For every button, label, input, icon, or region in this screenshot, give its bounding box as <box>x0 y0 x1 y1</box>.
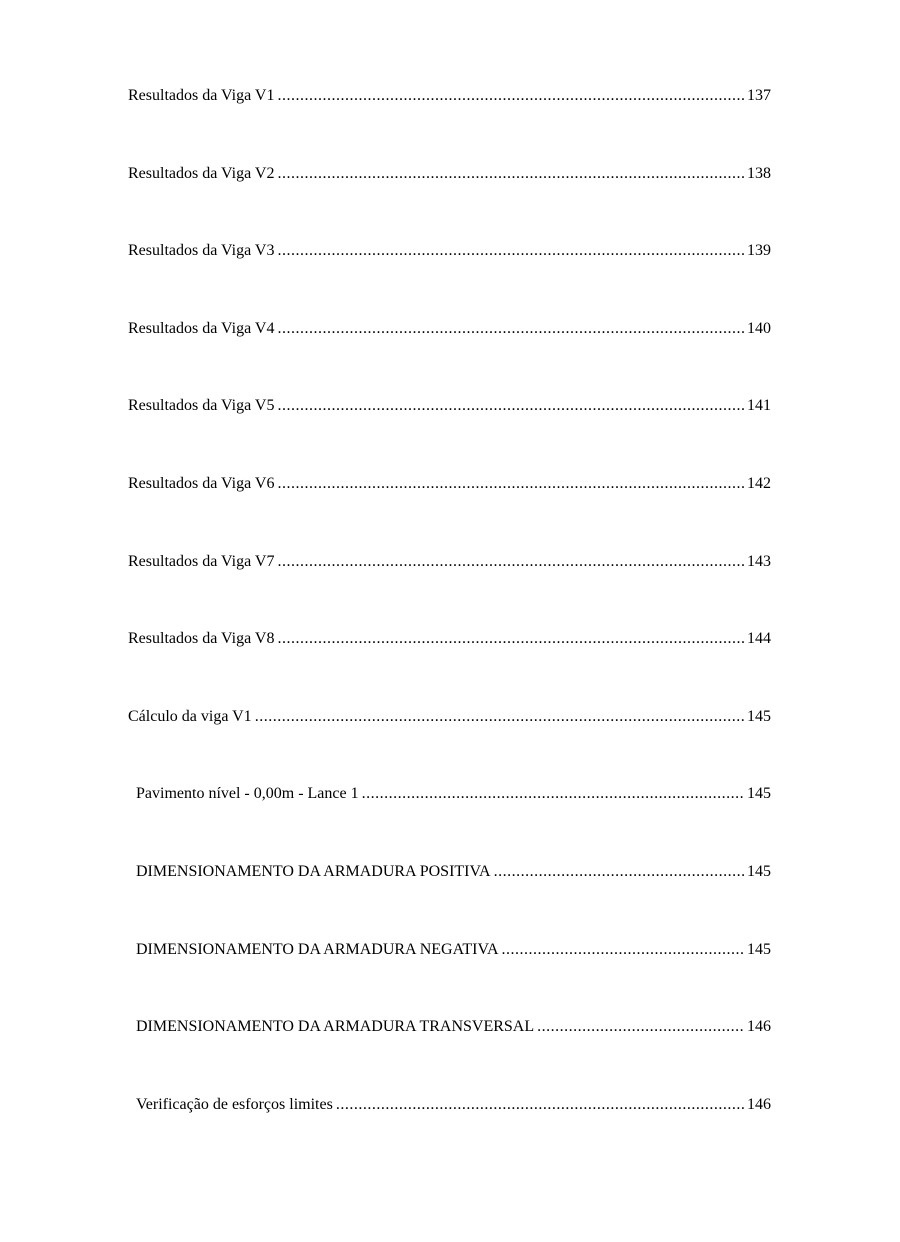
dot-leader <box>277 472 745 496</box>
toc-subentry[interactable] <box>128 860 771 938</box>
toc-entry-title: Pavimento nível - 0,00m - Lance 1 <box>136 785 359 803</box>
dot-leader <box>277 239 745 263</box>
toc-entry-page: 145 <box>747 940 771 958</box>
toc-entry-page: 144 <box>747 630 771 648</box>
toc-entry[interactable] <box>128 472 771 550</box>
toc-entry[interactable] <box>128 239 771 317</box>
toc-entry-title: Resultados da Viga V7 <box>128 552 275 570</box>
dot-leader <box>362 782 745 806</box>
toc-entry[interactable] <box>128 317 771 395</box>
toc-subentry[interactable] <box>128 782 771 860</box>
dot-leader <box>255 705 745 729</box>
toc-entry-title: Cálculo da viga V1 <box>128 707 252 725</box>
toc-entry-page: 140 <box>747 319 771 337</box>
toc-entry-title: DIMENSIONAMENTO DA ARMADURA POSITIVA <box>136 862 491 880</box>
dot-leader <box>277 394 745 418</box>
toc-entry-title: Resultados da Viga V6 <box>128 474 275 492</box>
toc-entry-title: DIMENSIONAMENTO DA ARMADURA TRANSVERSAL <box>136 1018 535 1036</box>
toc-entry[interactable] <box>128 705 771 783</box>
dot-leader <box>336 1093 745 1117</box>
toc-entry-page: 143 <box>747 552 771 570</box>
toc-entry-title: Resultados da Viga V5 <box>128 397 275 415</box>
toc-entry[interactable] <box>128 162 771 240</box>
toc-entry-page: 138 <box>747 164 771 182</box>
dot-leader <box>277 550 745 574</box>
dot-leader <box>277 84 745 108</box>
toc-entry-title: Resultados da Viga V8 <box>128 630 275 648</box>
toc-entry-page: 142 <box>747 474 771 492</box>
dot-leader <box>494 860 745 884</box>
toc-entry-page: 141 <box>747 397 771 415</box>
dot-leader <box>277 627 745 651</box>
toc-entry-title: Verificação de esforços limites <box>136 1095 333 1113</box>
toc-entry-title: Resultados da Viga V2 <box>128 164 275 182</box>
toc-entry[interactable] <box>128 394 771 472</box>
toc-subentry[interactable] <box>128 938 771 1016</box>
toc-entry-page: 145 <box>747 707 771 725</box>
toc-entry-title: Resultados da Viga V1 <box>128 87 275 104</box>
toc-entry[interactable] <box>128 84 771 162</box>
toc-entry[interactable] <box>128 550 771 628</box>
dot-leader <box>537 1015 745 1039</box>
dot-leader <box>277 162 745 186</box>
toc-entry-page: 145 <box>747 862 771 880</box>
toc-entry[interactable] <box>128 627 771 705</box>
toc-entry-page: 146 <box>747 1095 771 1113</box>
toc-entry-page: 145 <box>747 785 771 803</box>
toc-subentry[interactable] <box>128 1093 771 1171</box>
toc-entry-page: 139 <box>747 242 771 260</box>
table-of-contents <box>128 84 771 1170</box>
toc-entry-page: 146 <box>747 1018 771 1036</box>
toc-entry-title: Resultados da Viga V4 <box>128 319 275 337</box>
dot-leader <box>502 938 745 962</box>
toc-entry-title: DIMENSIONAMENTO DA ARMADURA NEGATIVA <box>136 940 499 958</box>
toc-entry-title: Resultados da Viga V3 <box>128 242 275 260</box>
toc-subentry[interactable] <box>128 1015 771 1093</box>
toc-entry-page: 137 <box>747 87 771 104</box>
dot-leader <box>277 317 745 341</box>
